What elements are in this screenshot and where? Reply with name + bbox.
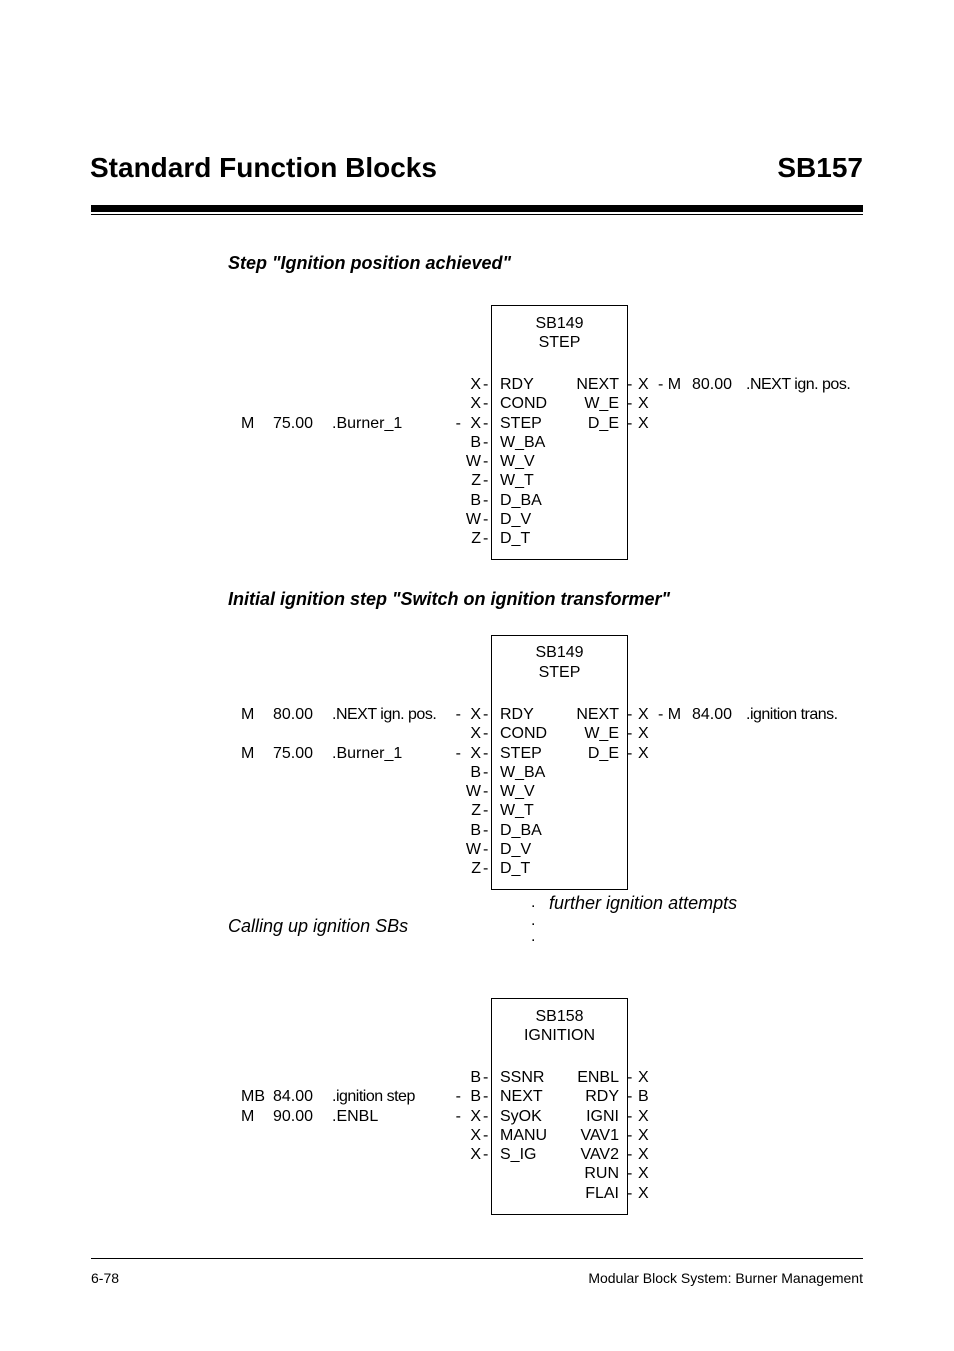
input-connector: - [483, 433, 489, 451]
cell-addr: 90.00 [273, 1107, 314, 1125]
cell-itype: W [465, 783, 481, 800]
input-connector: - [483, 1107, 489, 1125]
cell-out: NEXT [576, 706, 619, 723]
block-name: SB149 [535, 315, 584, 332]
cell-in: D_V [500, 840, 532, 858]
input-connector: - [483, 1088, 489, 1106]
cell-itype: W [465, 840, 481, 858]
cell-itype: W [465, 453, 481, 470]
cell-in: SSNR [500, 1069, 545, 1086]
cell-out: RUN [584, 1165, 619, 1183]
cell-itype: X [470, 1126, 481, 1144]
cell-otype: X [638, 414, 649, 432]
cell-ocomment: .NEXT ign. pos. [746, 376, 851, 393]
cell-out: D_E [587, 414, 619, 432]
cell-in: D_BA [500, 821, 542, 839]
cell-out: W_E [584, 395, 619, 413]
cell-out: FLAI [585, 1184, 619, 1202]
output-connector: - [627, 1146, 633, 1163]
output-connector: - [627, 1126, 633, 1144]
block-code: SB157 [777, 152, 863, 183]
output-connector: - [627, 744, 633, 762]
cell-in: STEP [500, 414, 542, 432]
cell-itype: X [470, 1146, 481, 1163]
cell-comment: .Burner_1 [332, 414, 403, 432]
cell-comment: .NEXT ign. pos. [332, 706, 437, 723]
input-connector: - [483, 725, 489, 743]
cell-link: - M [658, 706, 682, 723]
cell-otype: X [638, 1069, 649, 1086]
footer-rule [91, 1258, 863, 1259]
block-type: STEP [538, 334, 581, 351]
cell-op: M [241, 706, 255, 723]
cell-in: D_T [500, 530, 531, 547]
output-connector: - [627, 1069, 633, 1086]
cell-otype: B [638, 1088, 649, 1106]
input-connector: - [483, 453, 489, 470]
output-connector: - [627, 376, 633, 393]
input-connector: - [483, 744, 489, 762]
cell-in: W_V [500, 453, 535, 470]
cell-in: NEXT [500, 1088, 543, 1106]
cell-itype: B [470, 433, 481, 451]
cell-dash: - [455, 1088, 461, 1106]
cell-otype: X [638, 1146, 649, 1163]
cell-addr: 75.00 [273, 744, 314, 762]
input-connector: - [483, 860, 489, 877]
ellipsis-dot: . [531, 894, 536, 911]
cell-ocomment: .ignition trans. [746, 706, 838, 723]
cell-otype: X [638, 1107, 649, 1125]
input-connector: - [483, 472, 489, 490]
block-type: IGNITION [523, 1027, 596, 1044]
input-connector: - [483, 530, 489, 547]
cell-comment: .ENBL [332, 1107, 379, 1125]
ellipsis-dot: . [531, 928, 536, 945]
cell-out: W_E [584, 725, 619, 743]
cell-itype: B [470, 1069, 481, 1086]
cell-dash: - [455, 706, 461, 723]
block-name: SB158 [535, 1008, 584, 1025]
cell-otype: X [638, 706, 649, 723]
output-connector: - [627, 395, 633, 413]
cell-otype: X [638, 1184, 649, 1202]
output-connector: - [627, 414, 633, 432]
cell-in: D_BA [500, 491, 542, 509]
cell-out: ENBL [577, 1069, 619, 1086]
output-connector: - [627, 1184, 633, 1202]
cell-op: MB [241, 1088, 265, 1106]
cell-in: STEP [500, 744, 542, 762]
input-connector: - [483, 763, 489, 781]
cell-itype: Z [471, 860, 481, 877]
cell-itype: X [470, 725, 481, 743]
input-connector: - [483, 783, 489, 800]
input-connector: - [483, 1126, 489, 1144]
cell-addr: 80.00 [273, 706, 314, 723]
cell-dash: - [455, 744, 461, 762]
cell-dash: - [455, 1107, 461, 1125]
input-connector: - [483, 821, 489, 839]
section-heading-ignition-position: Step "Ignition position achieved" [228, 253, 512, 273]
input-connector: - [483, 510, 489, 528]
cell-in: W_T [500, 472, 534, 490]
cell-op: M [241, 1107, 255, 1125]
cell-itype: X [470, 1107, 481, 1125]
cell-op: M [241, 414, 255, 432]
cell-itype: X [470, 706, 481, 723]
cell-in: S_IG [500, 1146, 537, 1163]
cell-in: COND [500, 725, 548, 743]
note-further-attempts: further ignition attempts [549, 893, 738, 913]
cell-itype: Z [471, 802, 481, 820]
input-connector: - [483, 1069, 489, 1086]
cell-otype: X [638, 725, 649, 743]
cell-comment: .ignition step [332, 1088, 415, 1106]
note-calling-up: Calling up ignition SBs [228, 916, 409, 936]
block-type: STEP [538, 664, 581, 681]
output-connector: - [627, 1107, 633, 1125]
cell-otype: X [638, 744, 649, 762]
header-rule-thick [91, 205, 863, 212]
input-connector: - [483, 395, 489, 413]
cell-addr: 84.00 [273, 1088, 314, 1106]
cell-out: RDY [585, 1088, 619, 1106]
cell-link: - M [658, 376, 682, 393]
cell-in: COND [500, 395, 548, 413]
cell-otype: X [638, 1165, 649, 1183]
cell-in: W_BA [500, 433, 546, 451]
cell-itype: X [470, 744, 481, 762]
cell-itype: B [470, 1088, 481, 1106]
cell-itype: X [470, 414, 481, 432]
output-connector: - [627, 706, 633, 723]
input-connector: - [483, 491, 489, 509]
cell-in: SyOK [500, 1107, 542, 1125]
input-connector: - [483, 802, 489, 820]
cell-itype: Z [471, 530, 481, 547]
cell-in: W_V [500, 783, 535, 800]
input-connector: - [483, 414, 489, 432]
document-title: Modular Block System: Burner Management [588, 1270, 863, 1286]
cell-otype: X [638, 1126, 649, 1144]
cell-otype: X [638, 395, 649, 413]
cell-itype: B [470, 763, 481, 781]
cell-op: M [241, 744, 255, 762]
cell-itype: W [465, 510, 481, 528]
page-number: 6-78 [91, 1270, 120, 1286]
cell-addr: 75.00 [273, 414, 314, 432]
cell-oaddr: 84.00 [692, 706, 733, 723]
page-title: Standard Function Blocks [90, 152, 437, 183]
cell-itype: B [470, 491, 481, 509]
cell-itype: Z [471, 472, 481, 490]
cell-out: IGNI [586, 1107, 619, 1125]
output-connector: - [627, 1165, 633, 1183]
header-rule-thin [91, 214, 863, 215]
input-connector: - [483, 376, 489, 393]
input-connector: - [483, 1146, 489, 1163]
cell-out: NEXT [576, 376, 619, 393]
cell-oaddr: 80.00 [692, 376, 733, 393]
input-connector: - [483, 706, 489, 723]
cell-otype: X [638, 376, 649, 393]
ellipsis-dot: . [531, 912, 536, 929]
cell-in: W_BA [500, 763, 546, 781]
cell-out: VAV2 [580, 1146, 619, 1163]
cell-in: W_T [500, 802, 534, 820]
cell-in: D_T [500, 860, 531, 877]
block-name: SB149 [535, 644, 584, 661]
cell-in: RDY [500, 706, 534, 723]
output-connector: - [627, 725, 633, 743]
cell-itype: B [470, 821, 481, 839]
cell-out: D_E [587, 744, 619, 762]
cell-out: VAV1 [580, 1126, 619, 1144]
output-connector: - [627, 1088, 633, 1106]
cell-in: MANU [500, 1126, 548, 1144]
input-connector: - [483, 840, 489, 858]
cell-in: RDY [500, 376, 534, 393]
cell-itype: X [470, 395, 481, 413]
cell-itype: X [470, 376, 481, 393]
section-heading-ignition-transformer: Initial ignition step "Switch on ignition transformer" [228, 589, 671, 609]
cell-comment: .Burner_1 [332, 744, 403, 762]
cell-in: D_V [500, 510, 532, 528]
cell-dash: - [455, 414, 461, 432]
